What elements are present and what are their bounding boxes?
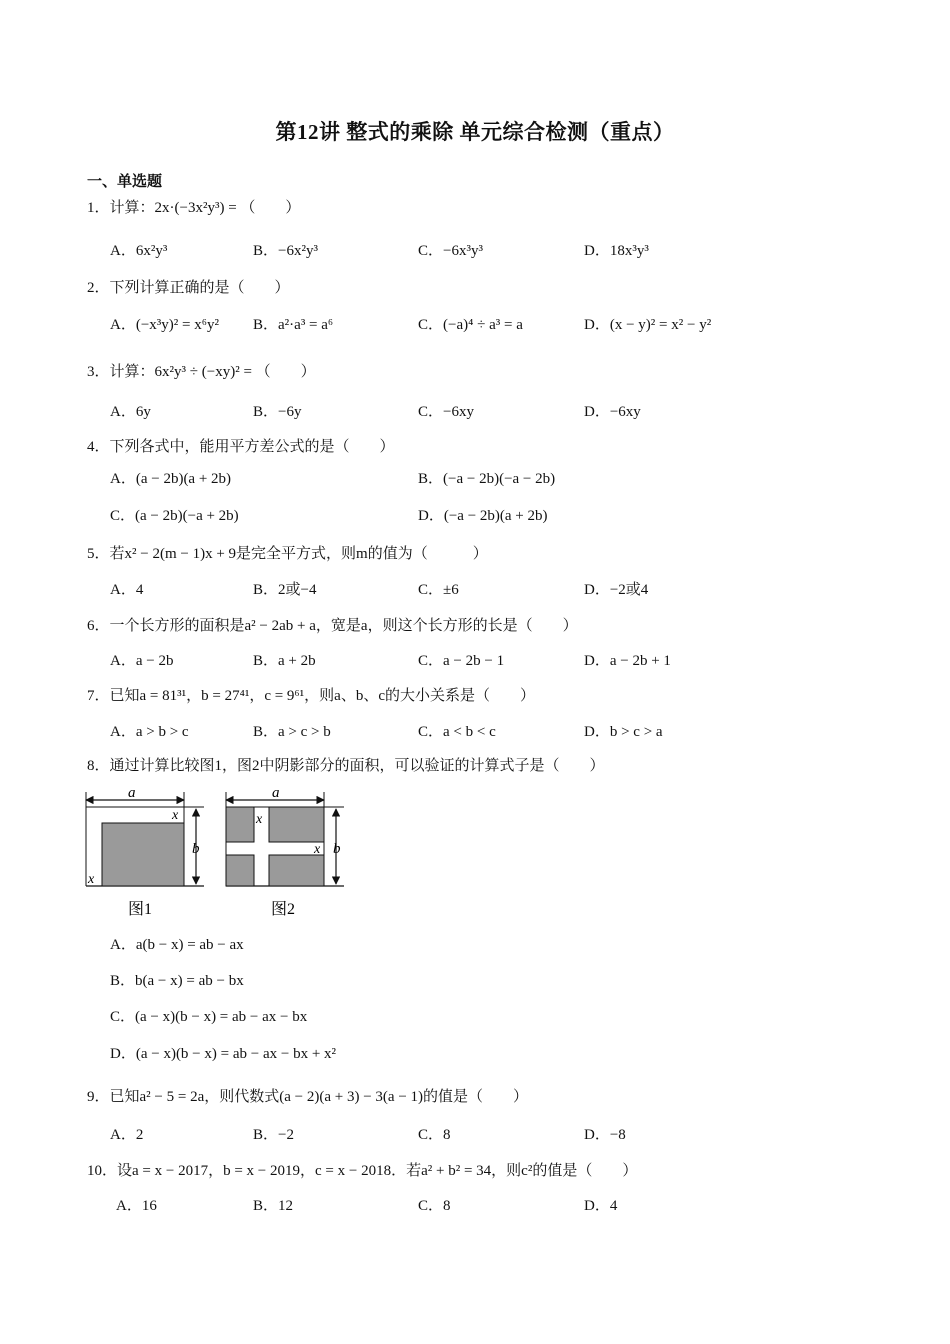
option-3d[interactable]: D．−6xy [584,404,641,420]
figure-caption: 图1 [128,901,153,918]
question-stem: 设a = x − 2017，b = x − 2019，c = x − 2018．若a² + b² = 34，则c²的值是（ ） [117,1163,638,1179]
shaded-region [226,855,254,886]
question-stem: 已知a = 81³¹，b = 27⁴¹，c = 9⁶¹，则a、b、c的大小关系是（ ） [109,688,535,704]
question-number: 3． [87,364,110,380]
option-4b[interactable]: B．(−a − 2b)(−a − 2b) [418,471,556,487]
label-a: a [128,785,136,801]
option-7a[interactable]: A．a > b > c [110,724,189,740]
option-1d[interactable]: D．18x³y³ [584,243,649,259]
label-a: a [272,785,280,801]
question-stem: 一个长方形的面积是a² − 2ab + a，宽是a，则这个长方形的长是（ ） [109,618,578,634]
label-b: b [333,841,341,857]
question-number: 8． [87,758,110,774]
option-8c[interactable]: C．(a − x)(b − x) = ab − ax − bx [110,1009,308,1025]
option-6d[interactable]: D．a − 2b + 1 [584,653,671,669]
option-4a[interactable]: A．(a − 2b)(a + 2b) [110,471,232,487]
option-5b[interactable]: B．2或−4 [253,582,317,598]
option-2b[interactable]: B．a²·a³ = a⁶ [253,317,334,333]
shaded-region [226,807,254,842]
question-stem: 通过计算比较图1，图2中阴影部分的面积，可以验证的计算式子是（ ） [109,758,605,774]
question-10 [87,1159,637,1180]
option-5a[interactable]: A．4 [110,582,144,598]
option-9c[interactable]: C．8 [418,1127,451,1143]
option-6b[interactable]: B．a + 2b [253,653,316,669]
question-stem: 下列各式中，能用平方差公式的是（ ） [109,439,395,455]
option-5c[interactable]: C．±6 [418,582,459,598]
option-6a[interactable]: A．a − 2b [110,653,174,669]
option-8b[interactable]: B．b(a − x) = ab − bx [110,973,244,989]
question-4 [87,435,395,456]
shaded-region [269,807,324,842]
shaded-region [269,855,324,886]
label-x: x [314,842,321,857]
option-7c[interactable]: C．a < b < c [418,724,496,740]
option-2a[interactable]: A．(−x³y)² = x⁶y² [110,317,219,333]
option-1a[interactable]: A．6x²y³ [110,243,168,259]
option-7b[interactable]: B．a > c > b [253,724,331,740]
question-number: 5． [87,546,110,562]
question-3 [87,360,316,381]
figure-caption: 图2 [271,901,296,918]
question-number: 2． [87,280,110,296]
question-5 [87,542,488,563]
question-number: 10． [87,1163,118,1179]
option-2c[interactable]: C．(−a)⁴ ÷ a³ = a [418,317,523,333]
option-1c[interactable]: C．−6x³y³ [418,243,483,259]
question-stem: 计算：2x·(−3x²y³) = （ ） [109,200,301,216]
label-b: b [192,841,200,857]
question-7 [87,684,535,705]
option-4c[interactable]: C．(a − 2b)(−a + 2b) [110,508,239,524]
option-1b[interactable]: B．−6x²y³ [253,243,318,259]
option-5d[interactable]: D．−2或4 [584,582,649,598]
area-figures [80,782,370,922]
label-x: x [172,808,179,823]
option-8d[interactable]: D．(a − x)(b − x) = ab − ax − bx + x² [110,1046,337,1062]
question-6 [87,614,578,635]
option-10b[interactable]: B．12 [253,1198,294,1214]
question-number: 6． [87,618,110,634]
page-title: 第12讲 整式的乘除 单元综合检测（重点） [275,120,675,144]
option-10d[interactable]: D．4 [584,1198,618,1214]
question-number: 1． [87,200,110,216]
question-9 [87,1085,528,1106]
option-10a[interactable]: A．16 [116,1198,157,1214]
option-9a[interactable]: A．2 [110,1127,144,1143]
option-8a[interactable]: A．a(b − x) = ab − ax [110,937,244,953]
label-x: x [256,812,263,827]
option-6c[interactable]: C．a − 2b − 1 [418,653,505,669]
option-2d[interactable]: D．(x − y)² = x² − y² [584,317,712,333]
question-number: 4． [87,439,110,455]
question-stem: 已知a² − 5 = 2a，则代数式(a − 2)(a + 3) − 3(a − 1)的值是（ ） [109,1089,529,1105]
question-stem: 若x² − 2(m − 1)x + 9是完全平方式，则m的值为（ ） [109,546,488,562]
shaded-region [102,823,184,886]
section-heading: 一、单选题 [87,174,163,190]
figure-2 [226,785,344,918]
option-3b[interactable]: B．−6y [253,404,302,420]
label-x: x [88,872,95,887]
question-number: 9． [87,1089,110,1105]
question-number: 7． [87,688,110,704]
question-2 [87,276,290,297]
question-stem: 下列计算正确的是（ ） [109,280,290,296]
option-3c[interactable]: C．−6xy [418,404,474,420]
option-4d[interactable]: D．(−a − 2b)(a + 2b) [418,508,548,524]
option-10c[interactable]: C．8 [418,1198,451,1214]
question-1 [87,196,300,217]
option-3a[interactable]: A．6y [110,404,151,420]
question-8 [87,754,605,775]
question-stem: 计算：6x²y³ ÷ (−xy)² = （ ） [109,364,316,380]
option-9d[interactable]: D．−8 [584,1127,626,1143]
option-9b[interactable]: B．−2 [253,1127,294,1143]
figure-1 [86,785,204,918]
option-7d[interactable]: D．b > c > a [584,724,663,740]
